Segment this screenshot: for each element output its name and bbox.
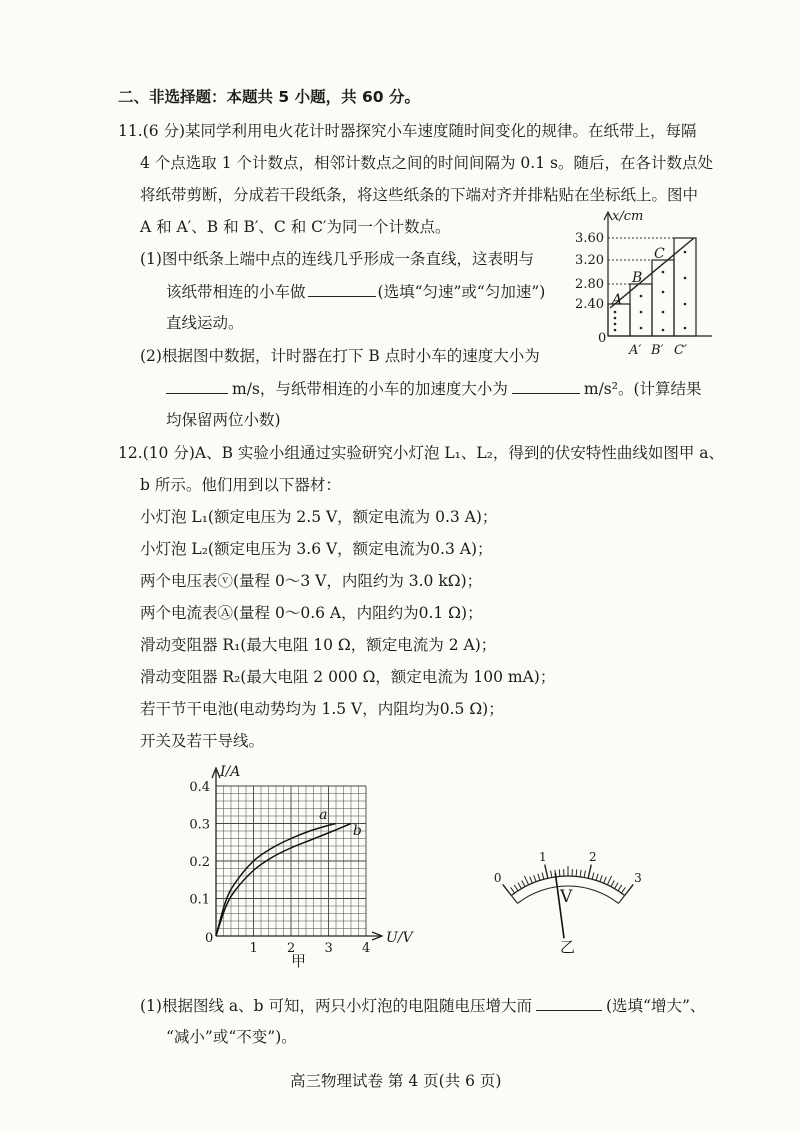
tape-strip-a (608, 304, 630, 336)
q11-sub2-text-b: m/s²。(计算结果 (583, 380, 702, 398)
equipment-item: 两个电流表Ⓐ(量程 0～0.6 A，内阻约为0.1 Ω)； (140, 604, 483, 622)
meter-arc-end (511, 896, 517, 904)
meter-scale-label: 3 (634, 871, 642, 886)
q11-sub1-text-b: (选填“匀速”或“匀加速”) (377, 283, 546, 301)
meter-tick (611, 880, 614, 886)
q12-sub1-text-b: (选填“增大”、 (605, 997, 706, 1015)
chart-ylabel: I/A (220, 764, 241, 780)
x-tick-label: 4 (362, 941, 371, 956)
meter-tick (596, 874, 598, 881)
q11-sub1-text-a: 该纸带相连的小车做 (166, 283, 306, 301)
tape-point-b: B (632, 270, 643, 286)
meter-tick (625, 884, 634, 895)
meter-tick (615, 883, 619, 889)
meter-tick (522, 880, 525, 886)
tape-y-tick-1: 3.60 (575, 231, 604, 246)
meter-scale-label: 0 (493, 871, 502, 886)
chart-xlabel: U/V (386, 930, 413, 946)
q11-sub1-line2 (166, 280, 545, 303)
meter-tick (592, 872, 594, 879)
tape-point-a: A (612, 292, 623, 308)
equipment-item: 开关及若干导线。 (140, 732, 265, 750)
meter-tick (588, 865, 591, 879)
meter-tick (600, 875, 602, 882)
meter-tick (559, 869, 560, 876)
meter-tick (542, 872, 544, 879)
equipment-item: 滑动变阻器 R₂(最大电阻 2 000 Ω，额定电流为 100 mA)； (140, 668, 556, 686)
meter-unit: V (560, 887, 573, 907)
x-tick-label: 2 (287, 941, 296, 956)
equipment-item: 滑动变阻器 R₁(最大电阻 10 Ω，额定电流为 2 A)； (140, 636, 497, 654)
meter-tick (576, 869, 577, 876)
tape-point-c: C (654, 246, 665, 262)
meter-caption: 乙 (560, 938, 576, 956)
meter-tick (618, 885, 622, 891)
y-tick-label: 0.3 (189, 817, 210, 833)
q11-sub2-line1: (2)根据图中数据，计时器在打下 B 点时小车的速度大小为 (140, 347, 540, 365)
q11-answer-blank-3[interactable] (512, 377, 580, 394)
y-tick-label: 0.2 (189, 855, 210, 870)
q11-line-4: A 和 A′、B 和 B′、C 和 C′为同一个计数点。 (140, 218, 451, 236)
chart-origin: 0 (205, 931, 214, 946)
q12-sub1-line2: “减小”或“不变”)。 (166, 1028, 297, 1046)
series-label-a: a (319, 807, 328, 823)
equipment-item: 若干节干电池(电动势均为 1.5 V，内阻均为0.5 Ω)； (140, 700, 504, 718)
q11-answer-blank-2[interactable] (166, 377, 228, 394)
tape-y-tick-2: 3.20 (575, 253, 604, 268)
y-tick-label: 0.4 (189, 780, 210, 795)
equipment-item: 两个电压表ⓥ(量程 0～3 V，内阻约为 3.0 kΩ)； (140, 572, 483, 590)
meter-tick (511, 887, 515, 893)
meter-tick (538, 874, 540, 881)
section-heading: 二、非选择题：本题共 5 小题，共 60 分。 (118, 88, 420, 106)
meter-tick (551, 871, 552, 878)
meter-tick (518, 883, 522, 889)
chart-title: 甲 (291, 952, 307, 970)
q11-sub1-line1: (1)图中纸条上端中点的连线几乎形成一条直线，这表明与 (140, 250, 534, 268)
tape-x-label-a: A′ (629, 343, 642, 358)
q11-answer-blank-1[interactable] (308, 280, 376, 297)
meter-tick (607, 876, 611, 885)
meter-tick (530, 877, 533, 883)
meter-tick (503, 884, 512, 895)
x-tick-label: 3 (324, 941, 333, 956)
meter-tick (514, 885, 518, 891)
equipment-item: 小灯泡 L₁(额定电压为 2.5 V，额定电流为 0.3 A)； (140, 508, 498, 526)
tape-x-label-b: B′ (651, 343, 664, 358)
tape-y-label: x/cm (612, 209, 644, 224)
meter-tick (545, 865, 548, 879)
paper-tape-figure (560, 208, 720, 364)
page-footer: 高三物理试卷 第 4 页(共 6 页) (290, 1072, 502, 1090)
q11-line-2: 4 个点选取 1 个计数点，相邻计数点之间的时间间隔为 0.1 s。随后，在各计数点处 (140, 154, 713, 172)
tape-x-label-c: C′ (674, 343, 687, 358)
q12-sub1-text-a: (1)根据图线 a、b 可知，两只小灯泡的电阻随电压增大而 (140, 997, 532, 1015)
q11-line-1: 11.(6 分)某同学利用电火花计时器探究小车速度随时间变化的规律。在纸带上，每隔 (118, 122, 697, 140)
q12-answer-blank-1[interactable] (536, 994, 602, 1011)
tape-y-tick-4: 2.40 (575, 297, 604, 312)
y-tick-label: 0.1 (189, 892, 210, 908)
voltmeter-figure (470, 820, 670, 960)
meter-tick (621, 887, 625, 893)
q11-line-3: 将纸带剪断，分成若干段纸条，将这些纸条的下端对齐并排粘贴在坐标纸上。图中 (140, 186, 699, 204)
q11-sub2-line2 (166, 377, 702, 400)
x-tick-label: 1 (249, 941, 258, 956)
q11-sub1-line3: 直线运动。 (166, 314, 244, 332)
meter-tick (604, 877, 607, 883)
q11-sub2-line3: 均保留两位小数) (166, 411, 281, 429)
tape-y-tick-3: 2.80 (575, 277, 604, 292)
meter-scale-label: 1 (539, 849, 547, 864)
meter-tick (534, 875, 536, 882)
meter-scale-label: 2 (588, 849, 597, 864)
iv-curve-chart (180, 760, 430, 978)
q12-sub1-line1 (140, 994, 705, 1017)
equipment-item: 小灯泡 L₂(额定电压为 3.6 V，额定电流为0.3 A)； (140, 540, 493, 558)
q12-line-1: 12.(10 分)A、B 实验小组通过实验研究小灯泡 L₁、L₂，得到的伏安特性曲线如图甲 a、 (118, 444, 725, 462)
q11-sub2-text-a: m/s，与纸带相连的小车的加速度大小为 (232, 380, 508, 398)
q12-line-2: b 所示。他们用到以下器材： (140, 476, 341, 494)
tape-origin: 0 (598, 331, 607, 346)
meter-tick (584, 871, 585, 878)
series-label-b: b (352, 822, 362, 839)
meter-arc-end (618, 896, 624, 904)
meter-tick (580, 870, 581, 877)
meter-tick (524, 876, 528, 885)
